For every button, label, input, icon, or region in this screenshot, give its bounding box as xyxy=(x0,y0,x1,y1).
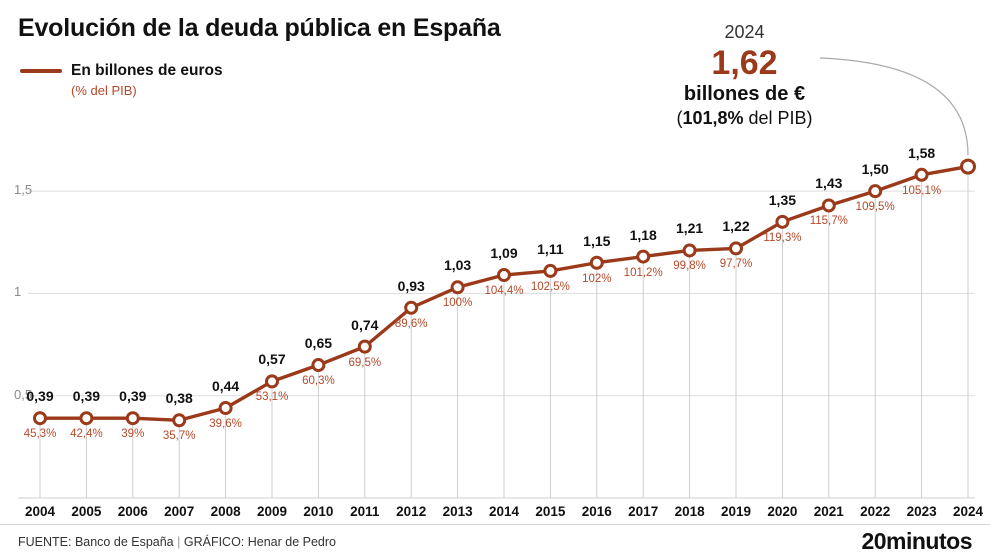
y-tick-label: 1 xyxy=(14,284,22,300)
value-label: 1,50 xyxy=(861,161,889,178)
pib-percent-label: 115,7% xyxy=(809,215,848,228)
callout-value: 1,62 xyxy=(711,44,778,82)
value-label: 0,44 xyxy=(211,377,240,394)
pib-percent-label: 39,6% xyxy=(209,417,242,430)
pib-percent-label: 100% xyxy=(442,297,473,310)
x-tick-label: 2011 xyxy=(350,504,380,519)
pib-percent-label: 53,1% xyxy=(255,391,289,404)
brand-suffix: minutos xyxy=(886,528,972,554)
value-label: 0,57 xyxy=(258,351,286,368)
value-label: 1,21 xyxy=(675,220,704,237)
value-label: 0,39 xyxy=(119,388,147,405)
pib-percent-label: 104,4% xyxy=(484,285,524,298)
x-tick-label: 2023 xyxy=(906,504,937,519)
callout-pib-prefix: ( xyxy=(676,107,683,128)
x-tick-label: 2008 xyxy=(210,504,241,519)
pib-percent-label: 99,8% xyxy=(673,260,706,273)
x-tick-label: 2019 xyxy=(720,504,752,519)
legend-sub-label: (% del PIB) xyxy=(71,83,137,98)
legend-series-label: En billones de euros xyxy=(71,62,223,79)
pib-percent-label: 45,3% xyxy=(23,428,57,441)
value-label: 1,09 xyxy=(490,245,518,262)
legend-line-swatch xyxy=(20,69,62,73)
footer-source xyxy=(18,535,336,549)
pib-percent-label: 101,2% xyxy=(623,266,663,279)
value-label: 1,58 xyxy=(907,144,936,161)
x-tick-label: 2021 xyxy=(813,504,844,519)
x-tick-label: 2009 xyxy=(256,504,288,519)
value-label: 1,11 xyxy=(537,240,564,257)
pib-percent-label: 89,6% xyxy=(394,317,428,330)
value-label: 0,74 xyxy=(351,316,379,333)
value-label: 0,38 xyxy=(165,390,193,407)
x-tick-label: 2004 xyxy=(24,504,56,519)
callout-year: 2024 xyxy=(724,22,765,42)
pib-percent-label: 42,4% xyxy=(70,428,103,441)
pib-percent-label: 97,7% xyxy=(719,258,753,271)
value-label: 0,39 xyxy=(72,388,101,405)
x-tick-label: 2005 xyxy=(71,504,102,519)
value-label: 0,65 xyxy=(304,335,333,352)
x-tick-label: 2007 xyxy=(164,504,195,519)
x-tick-label: 2022 xyxy=(860,504,891,519)
pib-percent-label: 105,1% xyxy=(902,184,942,197)
callout-2024 xyxy=(637,22,852,130)
y-tick-label: 1,5 xyxy=(14,182,33,198)
y-tick-label: 0,5 xyxy=(14,386,33,402)
x-tick-label: 2016 xyxy=(581,504,612,519)
pib-percent-label: 102,5% xyxy=(530,280,570,293)
callout-pib-value: 101,8% xyxy=(682,107,744,128)
value-label: 1,18 xyxy=(629,226,657,243)
brand-prefix: 20 xyxy=(861,528,887,554)
pib-percent-label: 109,5% xyxy=(855,201,895,214)
pib-percent-label: 102% xyxy=(582,272,612,285)
source-text: FUENTE: Banco de España xyxy=(18,535,174,549)
brand-logo xyxy=(861,528,972,555)
value-label: 0,93 xyxy=(397,277,425,294)
x-tick-label: 2024 xyxy=(952,504,984,519)
x-tick-label: 2013 xyxy=(442,504,473,519)
x-tick-label: 2018 xyxy=(674,504,705,519)
x-tick-label: 2020 xyxy=(767,504,798,519)
value-label: 1,15 xyxy=(583,232,611,249)
x-tick-label: 2006 xyxy=(117,504,148,519)
x-tick-label: 2010 xyxy=(303,504,334,519)
value-label: 1,35 xyxy=(768,191,797,208)
pib-percent-label: 60,3% xyxy=(302,375,335,388)
pib-percent-label: 39% xyxy=(121,428,145,441)
callout-pib-suffix: del PIB) xyxy=(743,107,813,128)
callout-unit: billones de € xyxy=(683,82,806,105)
x-tick-label: 2014 xyxy=(488,504,520,519)
page-title: Evolución de la deuda pública en España xyxy=(18,14,501,42)
x-tick-label: 2017 xyxy=(628,504,659,519)
value-label: 1,03 xyxy=(443,257,472,274)
pib-percent-label: 69,5% xyxy=(348,356,382,369)
pib-percent-label: 119,3% xyxy=(763,231,802,244)
value-label: 0,39 xyxy=(26,388,54,405)
value-label: 1,43 xyxy=(815,175,843,192)
x-tick-label: 2015 xyxy=(535,504,566,519)
pib-percent-label: 35,7% xyxy=(162,430,196,443)
legend xyxy=(20,62,223,98)
value-label: 1,22 xyxy=(722,218,750,235)
x-axis-labels xyxy=(0,498,990,524)
credit-text: GRÁFICO: Henar de Pedro xyxy=(183,535,337,549)
footer-separator: | xyxy=(177,535,181,549)
x-tick-label: 2012 xyxy=(396,504,427,519)
